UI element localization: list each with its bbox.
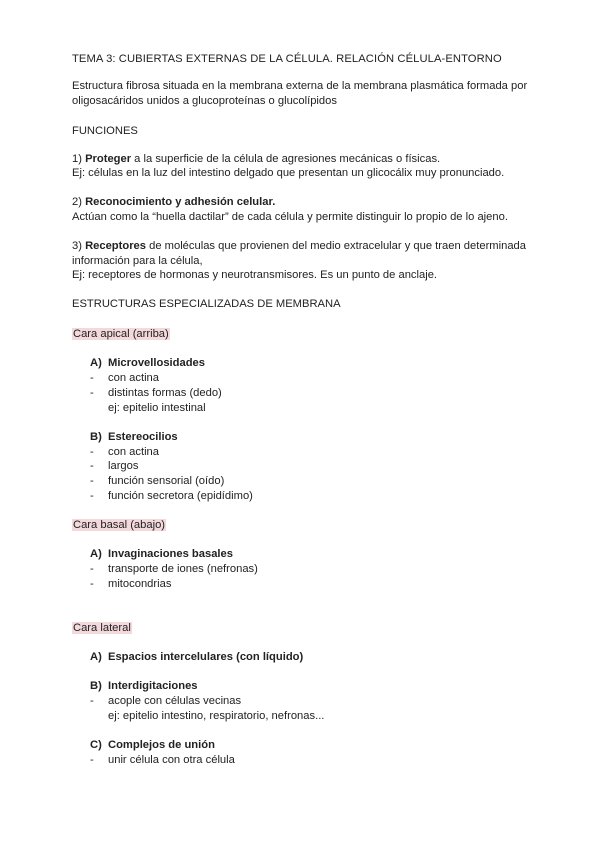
function-1-rest: a la superficie de la célula de agresiones mecánicas o físicas.	[131, 153, 441, 165]
section-label-lateral	[72, 621, 542, 636]
funciones-heading: FUNCIONES	[72, 125, 138, 137]
function-2	[72, 195, 542, 210]
apical-a-heading	[90, 356, 205, 371]
function-3	[72, 239, 542, 254]
intro-line-2: oligosacáridos unidos a glucoproteínas o glucolípidos	[72, 95, 337, 107]
apical-a-letter: A)	[90, 357, 102, 369]
intro-line-1: Estructura fibrosa situada en la membrana externa de la membrana plasmática formada por	[72, 80, 528, 92]
list-item: - largos	[90, 460, 139, 472]
lateral-a-heading	[90, 650, 303, 665]
basal-highlight: Cara basal (abajo)	[73, 519, 166, 531]
function-3-example: Ej: receptores de hormonas y neurotransmisores. Es un punto de anclaje.	[72, 269, 438, 281]
lateral-c-letter: C)	[90, 739, 102, 751]
function-2-detail: Actúan como la “huella dactilar” de cada célula y permite distinguir lo propio de lo ajeno.	[72, 211, 508, 223]
basal-a-title: Invaginaciones basales	[108, 548, 233, 560]
lateral-b-heading	[90, 679, 198, 694]
lateral-a-title: Espacios intercelulares (con líquido)	[108, 651, 304, 663]
lateral-a-letter: A)	[90, 651, 102, 663]
function-3-detail: información para la célula,	[72, 255, 203, 267]
function-3-rest: de moléculas que provienen del medio extracelular y que traen determinada	[146, 240, 526, 252]
basal-a-heading	[90, 547, 233, 562]
function-1-bold: Proteger	[85, 153, 132, 165]
function-1-num: 1)	[72, 153, 82, 165]
function-1-example: Ej: células en la luz del intestino delgado que presentan un glicocálix muy pronunciado.	[72, 167, 505, 179]
apical-highlight: Cara apical (arriba)	[73, 328, 169, 340]
function-3-bold: Receptores	[85, 240, 146, 252]
lateral-b-example: ej: epitelio intestino, respiratorio, nefronas...	[108, 710, 325, 722]
function-2-num: 2)	[72, 196, 82, 208]
list-item: - unir célula con otra célula	[90, 754, 235, 766]
apical-a-example: ej: epitelio intestinal	[108, 402, 206, 414]
apical-b-title: Estereocilios	[108, 431, 178, 443]
function-3-num: 3)	[72, 240, 82, 252]
section-label-basal	[72, 518, 542, 533]
lateral-c-title: Complejos de unión	[108, 739, 215, 751]
lateral-c-heading	[90, 738, 215, 753]
list-item: - acople con células vecinas	[90, 695, 242, 707]
list-item: - función secretora (epidídimo)	[90, 490, 253, 502]
apical-b-letter: B)	[90, 431, 102, 443]
list-item: - función sensorial (oído)	[90, 475, 225, 487]
list-item: - mitocondrias	[90, 578, 172, 590]
list-item: - distintas formas (dedo)	[90, 387, 222, 399]
lateral-highlight: Cara lateral	[73, 622, 131, 634]
section-label-apical	[72, 327, 542, 342]
apical-b-heading	[90, 430, 178, 445]
function-1	[72, 152, 542, 167]
list-item: - transporte de iones (nefronas)	[90, 563, 258, 575]
estructuras-heading: ESTRUCTURAS ESPECIALIZADAS DE MEMBRANA	[72, 298, 341, 310]
lateral-b-title: Interdigitaciones	[108, 680, 198, 692]
lateral-b-letter: B)	[90, 680, 102, 692]
list-item: - con actina	[90, 372, 159, 384]
list-item: - con actina	[90, 446, 159, 458]
document-title: TEMA 3: CUBIERTAS EXTERNAS DE LA CÉLULA. RELACIÓN CÉLULA-ENTORNO	[72, 53, 502, 65]
apical-a-title: Microvellosidades	[108, 357, 205, 369]
function-2-bold: Reconocimiento y adhesión celular.	[85, 196, 276, 208]
basal-a-letter: A)	[90, 548, 102, 560]
